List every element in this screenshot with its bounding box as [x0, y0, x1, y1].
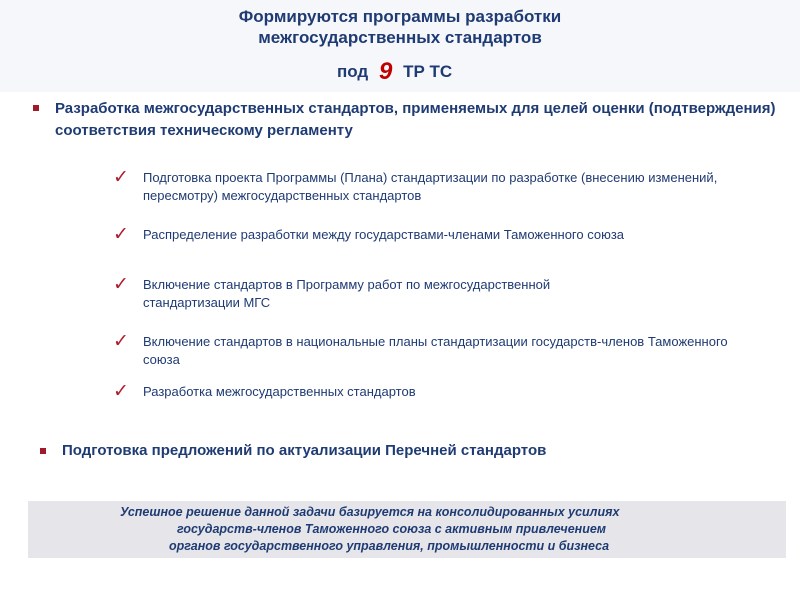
banner-text — [28, 504, 786, 555]
sub-item-2: Распределение разработки между государствами-членами Таможенного союза — [143, 227, 625, 242]
main-item-2: Подготовка предложений по актуализации Перечней стандартов — [62, 442, 547, 459]
square-bullet-icon — [33, 105, 39, 111]
square-bullet-icon — [40, 448, 46, 454]
checkmark-icon: ✓ — [113, 224, 129, 245]
subtitle-number: 9 — [378, 58, 393, 85]
page-subtitle — [337, 56, 452, 84]
page-title — [0, 6, 800, 48]
banner-line-3: органов государственного управления, промышленности и бизнеса — [169, 539, 610, 553]
checkmark-icon: ✓ — [113, 331, 129, 352]
checkmark-icon: ✓ — [113, 381, 129, 402]
sub-item-5: Разработка межгосударственных стандартов — [143, 384, 416, 399]
main-item-1: Разработка межгосударственных стандартов, применяемых для целей оценки (подтверждения) соответствия техническому регламенту — [55, 100, 776, 139]
title-line-2: межгосударственных стандартов — [258, 28, 542, 47]
banner-line-2: государств-членов Таможенного союза с активным привлечением — [177, 522, 607, 536]
sub-item-1: Подготовка проекта Программы (Плана) стандартизации по разработке (внесению изменений, пересмотру) межгосударственных стандартов — [143, 170, 718, 203]
checkmark-icon: ✓ — [113, 274, 129, 295]
sub-item-4: Включение стандартов в национальные планы стандартизации государств-членов Таможенного союза — [143, 334, 728, 367]
banner-line-1: Успешное решение данной задачи базируется на консолидированных усилиях — [120, 505, 620, 519]
title-line-1: Формируются программы разработки — [238, 7, 562, 26]
subtitle-suffix: ТР ТС — [403, 62, 453, 81]
sub-item-3: Включение стандартов в Программу работ по межгосударственной стандартизации МГС — [143, 277, 551, 310]
checkmark-icon: ✓ — [113, 167, 129, 188]
conclusion-banner — [28, 501, 786, 558]
subtitle-prefix: под — [337, 62, 369, 81]
